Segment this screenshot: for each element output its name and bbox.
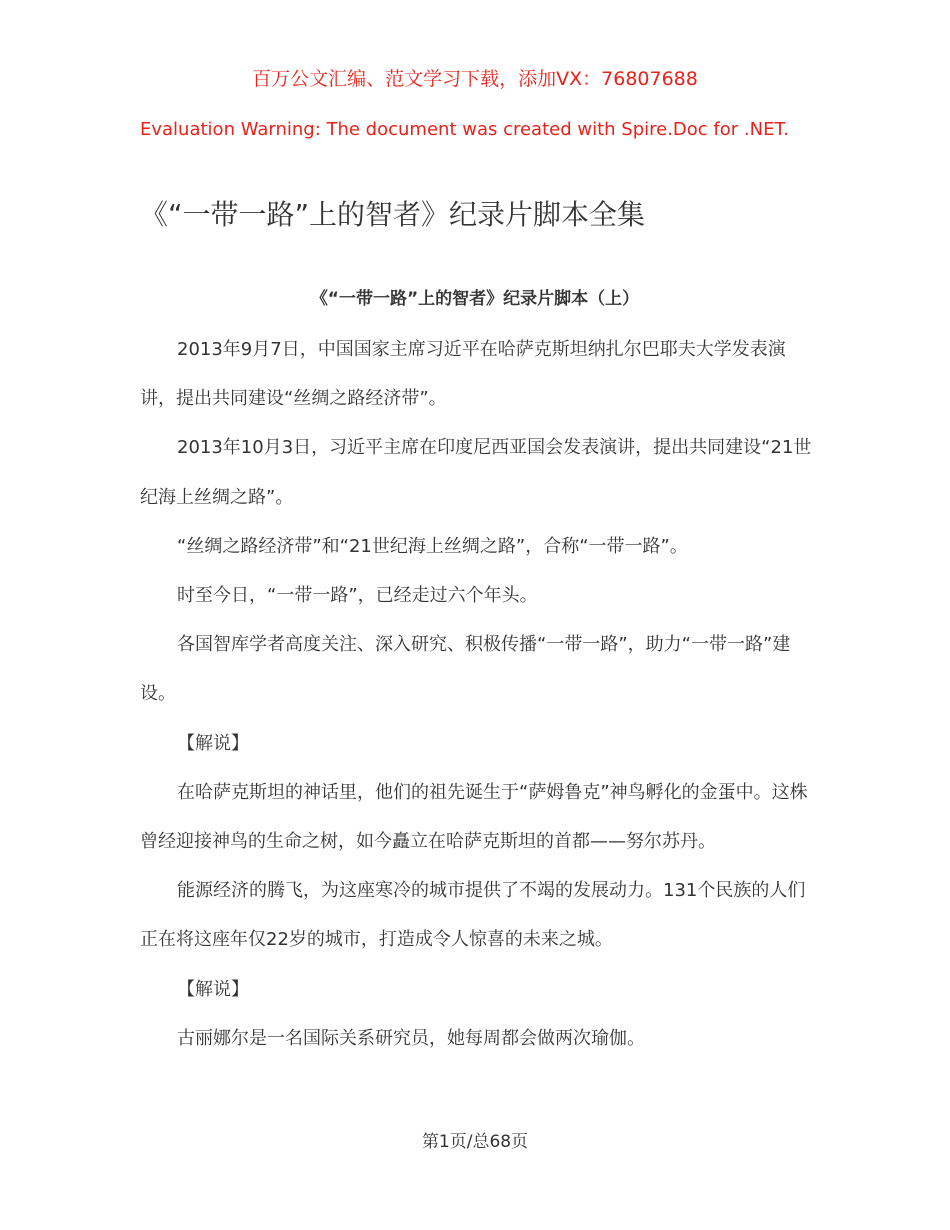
paragraph: 在哈萨克斯坦的神话里，他们的祖先诞生于“萨姆鲁克”神鸟孵化的金蛋中。这株曾经迎接神鸟的生命之树，如今矗立在哈萨克斯坦的首都——努尔苏丹。 <box>140 781 808 853</box>
header-notice: 百万公文汇编、范文学习下载，添加VX：76807688 <box>252 68 698 90</box>
commentary-label: 【解说】 <box>177 732 249 754</box>
paragraph: “丝绸之路经济带”和“21世纪海上丝绸之路”，合称“一带一路”。 <box>177 535 688 557</box>
document-title: 《“一带一路”上的智者》纪录片脚本全集 <box>140 198 646 231</box>
document-body <box>140 325 812 1063</box>
paragraph: 2013年9月7日，中国国家主席习近平在哈萨克斯坦纳扎尔巴耶夫大学发表演讲，提出共同建设“丝绸之路经济带”。 <box>140 339 786 410</box>
section-title: 《“一带一路”上的智者》纪录片脚本（上） <box>310 289 640 309</box>
paragraph: 各国智库学者高度关注、深入研究、积极传播“一带一路”，助力“一带一路”建设。 <box>140 634 791 705</box>
paragraph: 能源经济的腾飞，为这座寒冷的城市提供了不竭的发展动力。131个民族的人们正在将这座年仅22岁的城市，打造成令人惊喜的未来之城。 <box>140 880 806 951</box>
evaluation-warning: Evaluation Warning: The document was created with Spire.Doc for .NET. <box>140 119 790 140</box>
paragraph: 时至今日，“一带一路”，已经走过六个年头。 <box>177 585 538 607</box>
commentary-label: 【解说】 <box>177 978 249 1000</box>
paragraph: 古丽娜尔是一名国际关系研究员，她每周都会做两次瑜伽。 <box>177 1027 645 1049</box>
page-number: 第1页/总68页 <box>421 1132 529 1152</box>
paragraph: 2013年10月3日，习近平主席在印度尼西亚国会发表演讲，提出共同建设“21世纪海上丝绸之路”。 <box>140 437 812 508</box>
